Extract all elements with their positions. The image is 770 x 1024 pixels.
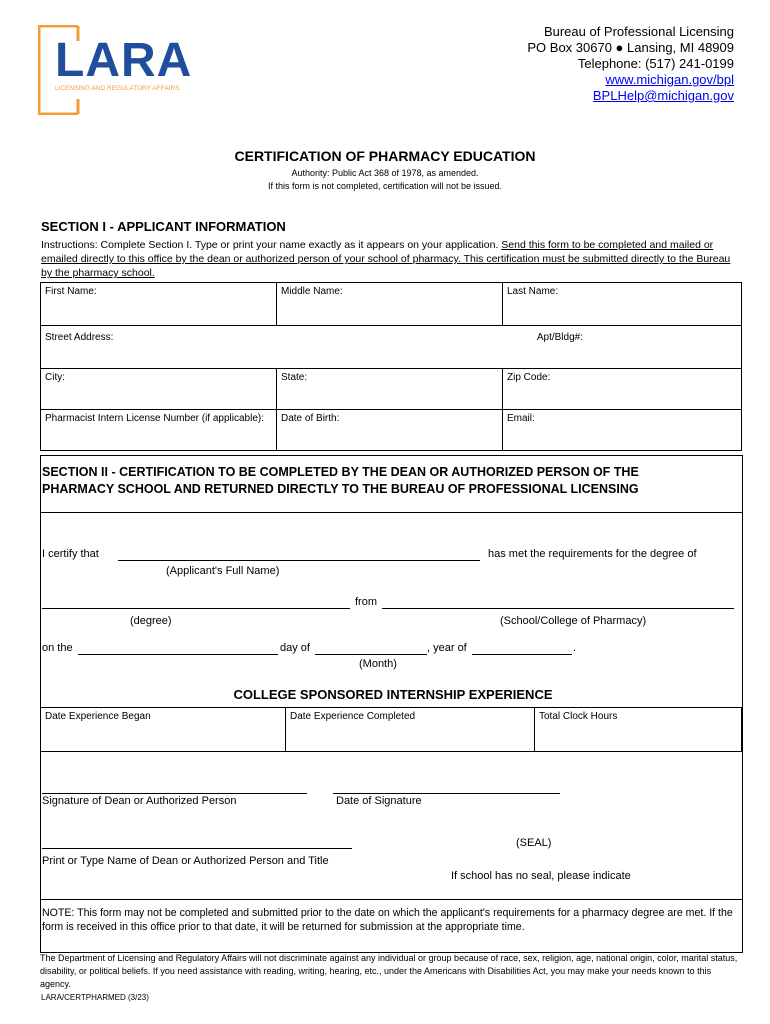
street-address-field[interactable]: Street Address: — [41, 326, 503, 369]
seal-label: (SEAL) — [516, 837, 552, 849]
print-name-line[interactable] — [42, 838, 352, 849]
certify-text: I certify that — [42, 548, 99, 560]
form-title: CERTIFICATION OF PHARMACY EDUCATION — [234, 148, 536, 164]
from-text: from — [355, 596, 377, 608]
note-divider — [40, 899, 742, 900]
state-field[interactable]: State: — [277, 369, 503, 410]
day-line[interactable] — [78, 641, 278, 655]
applicant-caption: (Applicant's Full Name) — [166, 565, 280, 577]
apt-field[interactable]: Apt/Bldg#: — [503, 326, 742, 369]
dean-signature-line[interactable] — [42, 783, 307, 794]
section1-instructions — [41, 238, 731, 280]
day-of-text: day of — [280, 642, 310, 654]
section1-heading: SECTION I - APPLICANT INFORMATION — [41, 219, 286, 234]
no-seal-text: If school has no seal, please indicate — [451, 870, 631, 882]
logo-wordmark: LARA — [55, 34, 193, 87]
section2-heading-line1: SECTION II - CERTIFICATION TO BE COMPLETED BY THE DEAN OR AUTHORIZED PERSON OF THE — [42, 465, 639, 479]
year-line[interactable] — [472, 641, 572, 655]
section2-heading-divider — [40, 512, 742, 513]
degree-line[interactable] — [42, 595, 350, 609]
email-link[interactable]: BPLHelp@michigan.gov — [592, 88, 734, 103]
middle-name-field[interactable]: Middle Name: — [277, 283, 503, 326]
address-block — [527, 24, 734, 104]
date-completed-field[interactable]: Date Experience Completed — [286, 708, 535, 752]
month-line[interactable] — [315, 641, 427, 655]
form-id: LARA/CERTPHARMED (3/23) — [41, 993, 149, 1002]
lara-logo — [38, 25, 208, 115]
intern-license-field[interactable]: Pharmacist Intern License Number (if applicable): — [41, 410, 277, 451]
first-name-field[interactable]: First Name: — [41, 283, 277, 326]
internship-heading: COLLEGE SPONSORED INTERNSHIP EXPERIENCE — [233, 687, 553, 702]
section2-box — [40, 455, 743, 953]
signature-date-line[interactable] — [333, 783, 560, 794]
logo-tagline: LICENSING AND REGULATORY AFFAIRS — [55, 85, 180, 92]
instructions-underlined: Send this form to be completed and mailed or emailed directly to this office by the dean or authorized person of your school of pharmacy. This certification must be submitted directly to the Bureau by the pharmacy school. — [41, 239, 731, 279]
authority-text: Authority: Public Act 368 of 1978, as amended. — [291, 168, 479, 178]
school-line[interactable] — [382, 595, 734, 609]
school-caption: (School/College of Pharmacy) — [500, 615, 647, 627]
degree-caption: (degree) — [130, 615, 172, 627]
signature-date-label: Date of Signature — [336, 795, 422, 807]
has-met-text: has met the requirements for the degree of — [488, 548, 697, 560]
period-text: . — [573, 642, 577, 654]
applicant-info-table — [40, 282, 742, 451]
date-began-field[interactable]: Date Experience Began — [41, 708, 286, 752]
city-field[interactable]: City: — [41, 369, 277, 410]
dob-field[interactable]: Date of Birth: — [277, 410, 503, 451]
dean-signature-label: Signature of Dean or Authorized Person — [42, 795, 237, 807]
print-name-label: Print or Type Name of Dean or Authorized Person and Title — [42, 855, 329, 867]
total-hours-field[interactable]: Total Clock Hours — [535, 708, 742, 752]
po-box: PO Box 30670 ● Lansing, MI 48909 — [527, 40, 734, 55]
website-link[interactable]: www.michigan.gov/bpl — [605, 72, 734, 87]
section2-heading-line2: PHARMACY SCHOOL AND RETURNED DIRECTLY TO THE BUREAU OF PROFESSIONAL LICENSING — [42, 482, 639, 496]
on-the-text: on the — [42, 642, 73, 654]
last-name-field[interactable]: Last Name: — [503, 283, 742, 326]
note-text: NOTE: This form may not be completed and submitted prior to the date on which the applicant's requirements for a pharmacy degree are met. If the form is received in this office prior to that date, it will be returned for submission at the appropriate time. — [42, 907, 733, 933]
bureau-name: Bureau of Professional Licensing — [543, 24, 734, 39]
instructions-plain: Instructions: Complete Section I. Type or print your name exactly as it appears on your application. — [41, 239, 502, 251]
telephone: Telephone: (517) 241-0199 — [577, 56, 734, 71]
nondiscrimination-text: The Department of Licensing and Regulatory Affairs will not discriminate against any individual or group because of race, sex, religion, age, national origin, color, marital status, disability, or political beliefs. If you need assistance with reading, writing, hearing, etc., under the Americans with Disabilities Act, you may make your needs known to this agency. — [40, 953, 738, 989]
year-of-text: , year of — [427, 642, 467, 654]
email-field[interactable]: Email: — [503, 410, 742, 451]
applicant-name-line[interactable] — [118, 547, 480, 561]
warning-text: If this form is not completed, certification will not be issued. — [267, 181, 503, 191]
zip-field[interactable]: Zip Code: — [503, 369, 742, 410]
section2-heading — [42, 464, 639, 498]
internship-table — [40, 707, 742, 752]
month-caption: (Month) — [359, 658, 397, 670]
